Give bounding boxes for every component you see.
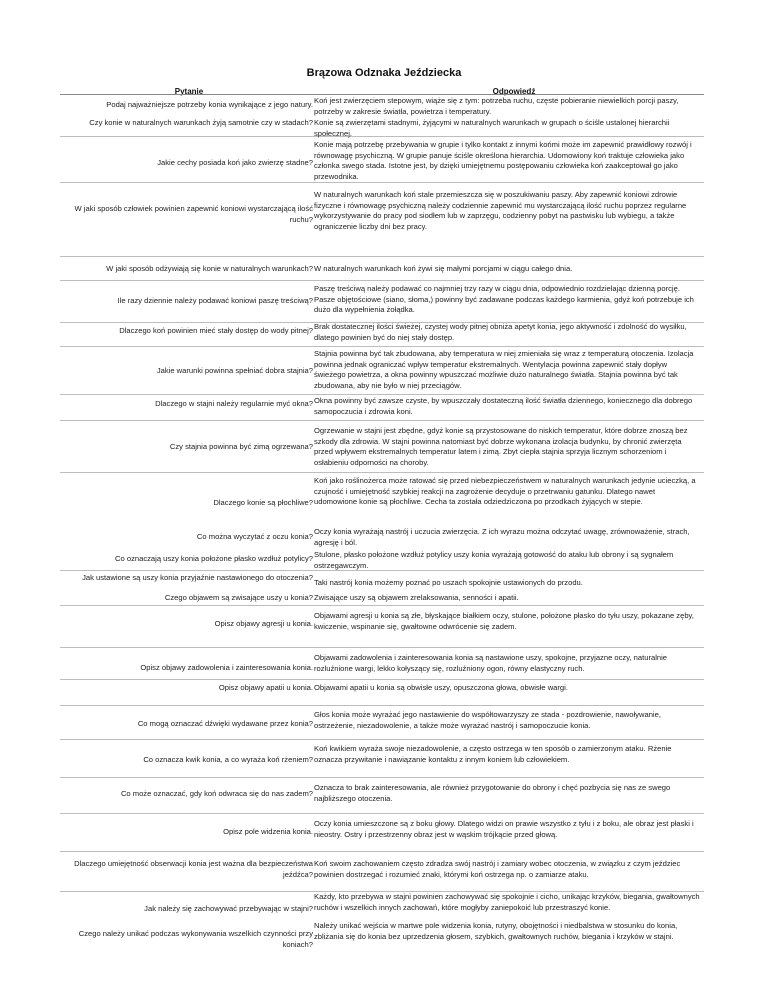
question-cell: Opisz pole widzenia konia. [223, 827, 313, 836]
answer-cell: Każdy, kto przebywa w stajni powinien zachowywać się spokojnie i cicho, unikając krzyków, biegania, gwałtownych ruchów i wszelkich innych zachowań, które mogłyby zaniepokoić lub przestraszyć konie. [314, 892, 700, 912]
question-cell: Opisz objawy agresji u konia. [214, 619, 313, 628]
answer-cell: Oznacza to brak zainteresowania, ale również przygotowanie do obrony i chęć pozbycia się nas ze swego najbliższego otoczenia. [314, 783, 671, 803]
question-cell: Ile razy dziennie należy podawać koniowi paszę treściwą? [117, 296, 313, 305]
answer-cell: Stajnia powinna być tak zbudowana, aby temperatura w niej zmieniała się wraz z temperaturą otoczenia. Izolacja powinna jednak ograniczać wpływ temperatur ekstremalnych. Wentylacja powinna zapewnić stały dopływ świeżego powietrza, a okna powinny wpuszczać możliwie dużo naturalnego światła. Stajnia powinna być tak zbudowana, aby nie było w niej przeciągów. [314, 349, 694, 390]
question-cell: Jakie warunki powinna spełniać dobra stajnia? [156, 366, 313, 375]
table-row [60, 607, 704, 648]
table-row [60, 96, 704, 116]
answer-cell: W naturalnych warunkach koń stale przemieszcza się w poszukiwaniu paszy. Aby zapewnić koniowi zdrowie fizyczne i równowagę psychiczną należy codziennie zapewnić mu wystarczającą ilość ruchu poprzez regularne wykorzystywanie do pracy pod siodłem lub w zaprzęgu, codzienny pobyt na pastwisku lub wybiegu, a także ograniczenie liczby dni bez pracy. [314, 190, 687, 231]
answer-cell: Ogrzewanie w stajni jest zbędne, gdyż konie są przystosowane do niskich temperatur, które dobrze znoszą bez szkody dla zdrowia. W stajni powinna natomiast być dobrze wykonana izolacja budynku, by chronić zwierzęta przed wpływem ekstremalnych temperatur latem i zimą. Zbyt ciepła stajnia sprzyja licznym schorzeniom i osłabieniu odporności na choroby. [314, 426, 688, 467]
question-cell: Opisz objawy zadowolenia i zainteresowania konia. [140, 663, 313, 672]
table-row [60, 739, 704, 778]
table-row [60, 777, 704, 814]
table-row [60, 256, 704, 281]
answer-cell: Taki nastrój konia możemy poznać po uszach spokojnie ustawionych do przodu. [314, 578, 583, 587]
question-cell: Jakie cechy posiada koń jako zwierzę stadne? [157, 158, 313, 167]
table-row [60, 280, 704, 323]
question-cell: W jaki sposób odżywiają się konie w naturalnych warunkach? [106, 264, 313, 273]
question-cell: Jak należy się zachowywać przebywając w stajni? [144, 904, 313, 913]
table-row [60, 138, 704, 183]
answer-cell: Oczy konia wyrażają nastrój i uczucia zwierzęcia. Z ich wyrazu można odczytać uwagę, zrównoważenie, strach, agresję i ból. [314, 527, 690, 547]
question-cell: Czy konie w naturalnych warunkach żyją samotnie czy w stadach? [89, 118, 313, 127]
answer-cell: Należy unikać wejścia w martwe pole widzenia konia, rutyny, obojętności i niedbalstwa w stosunku do konia, zbliżania się do konia bez uprzedzenia głosem, szybkich, gwałtownych ruchów, biegania i krzyków w stajni. [314, 921, 678, 941]
table-row [60, 921, 704, 957]
answer-cell: Koń jest zwierzęciem stepowym, wiąże się z tym: potrzeba ruchu, częste pobieranie niewielkich porcji paszy, potrzeby w zakresie światła, powietrza i temperatury. [314, 96, 679, 116]
table-row [60, 813, 704, 852]
answer-cell: Objawami apatii u konia są obwisłe uszy, opuszczona głowa, obwisłe wargi. [314, 683, 568, 692]
answer-cell: W naturalnych warunkach koń żywi się małymi porcjami w ciągu całego dnia. [314, 264, 573, 273]
table-row [60, 528, 704, 548]
answer-cell: Konie są zwierzętami stadnymi, żyjącymi w naturalnych warunkach w grupach o ściśle ustalonej hierarchii społecznej. [314, 118, 670, 138]
answer-cell: Paszę treściwą należy podawać co najmniej trzy razy w ciągu dnia, odpowiednio rozdzielając dzienną porcję. Pasze objętościowe (siano, słoma,) powinny być zadawane podczas każdego karmienia, gdyż koń potrzebuje ich dużo dla wypełnienia żołądka. [314, 284, 694, 315]
header-divider [60, 94, 704, 95]
answer-cell: Objawami zadowolenia i zainteresowania konia są nastawione uszy, spokojne, przyjazne oczy, naturalnie rozluźnione wargi, lekko kołyszący się, rozluźniony ogon, równy elastyczny ruch. [314, 653, 668, 673]
answer-cell: Okna powinny być zawsze czyste, by wpuszczały dostateczną ilość światła dziennego, koniecznego dla dobrego samopoczucia i zdrowia koni. [314, 396, 693, 416]
question-cell: Czego należy unikać podczas wykonywania wszelkich czynności przy koniach? [78, 929, 313, 949]
answer-cell: Objawami agresji u konia są złe, błyskające białkiem oczy, stulone, położone płasko do tyłu uszy, pokazane zęby, kwiczenie, wspinanie się, gwałtowne odwrócenie się zadem. [314, 611, 694, 631]
table-row [60, 679, 704, 706]
answer-cell: Zwisające uszy są objawem zrelaksowania, senności i apatii. [314, 593, 519, 602]
table-row [60, 472, 704, 532]
table-row [60, 420, 704, 473]
table-row [60, 705, 704, 740]
answer-cell: Konie mają potrzebę przebywania w grupie i tylko kontakt z innymi końmi może im zapewnić prawidłowy rozwój i równowagę psychiczną. W grupie panuje ściśle określona hierarchia. Udomowiony koń traktuje człowieka jako członka swego stada. Istotne jest, by dzięki umiejętnemu postępowaniu człowieka koń zaakceptował go jako przewodnika. [314, 140, 692, 181]
question-cell: Czego objawem są zwisające uszy u konia? [164, 593, 313, 602]
question-cell: Co oznacza kwik konia, a co wyraża koń rżeniem? [143, 755, 313, 764]
question-cell: Dlaczego konie są płochliwe? [213, 498, 313, 507]
table-row [60, 573, 704, 593]
question-cell: Co oznaczają uszy konia położone płasko wzdłuż potylicy? [115, 554, 313, 563]
question-cell: Podaj najważniejsze potrzeby konia wynikające z jego natury. [106, 100, 313, 109]
question-cell: Opisz objawy apatii u konia. [218, 683, 313, 692]
table-row [60, 550, 704, 571]
table-row [60, 394, 704, 421]
answer-cell: Stulone, płasko położone wzdłuż potylicy uszy konia wyrażają gotowość do ataku lub obrony i są sygnałem ostrzegawczym. [314, 550, 674, 570]
table-row [60, 186, 704, 257]
question-cell: Co mogą oznaczać dźwięki wydawane przez konia? [137, 719, 313, 728]
question-cell: Co może oznaczać, gdy koń odwraca się do nas zadem? [120, 789, 313, 798]
table-row [60, 647, 704, 680]
table-row [60, 593, 704, 606]
table-row [60, 346, 704, 395]
header-answer: Odpowiedź [492, 87, 536, 96]
question-cell: Jak ustawione są uszy konia przyjaźnie nastawionego do otoczenia? [82, 573, 313, 582]
answer-cell: Brak dostatecznej ilości świeżej, czystej wody pitnej obniża apetyt konia, jego aktywność i zdolność do wysiłku, dlatego powinien być do niej stały dostęp. [314, 322, 687, 342]
question-cell: Co można wyczytać z oczu konia? [196, 532, 313, 541]
answer-cell: Oczy konia umieszczone są z boku głowy. Dlatego widzi on prawie wszystko z tyłu i z boku, ale obraz jest płaski i nieostry. Ostry i przestrzenny obraz jest w wąskim trójkącie przed głową. [314, 819, 694, 839]
document-title: Brązowa Odznaka Jeździecka [306, 67, 462, 79]
question-cell: Czy stajnia powinna być zimą ogrzewana? [169, 442, 313, 451]
table-row [60, 851, 704, 892]
answer-cell: Koń swoim zachowaniem często zdradza swój nastrój i zamiary wobec otoczenia, w związku z czym jeździec powinien dostrzegać i rozumieć znaki, którymi koń ostrzega np. o zamiarze ataku. [314, 859, 681, 879]
answer-cell: Koń kwikiem wyraża swoje niezadowolenie, a często ostrzega w ten sposób o zamierzonym ataku. Rżenie oznacza przywitanie i nawiązanie kontaktu z innym koniem lub człowiekiem. [314, 744, 672, 764]
answer-cell: Głos konia może wyrażać jego nastawienie do współtowarzyszy ze stada - pozdrowienie, nawoływanie, ostrzeżenie, niezadowolenie, a także może wyrażać nastrój i samopoczucie konia. [314, 710, 661, 730]
question-cell: Dlaczego umiejętność obserwacji konia jest ważna dla bezpieczeństwa jeźdźca? [74, 859, 313, 879]
question-cell: Dlaczego w stajni należy regularnie myć okna? [155, 399, 313, 408]
answer-cell: Koń jako roślinożerca może ratować się przed niebezpieczeństwem w naturalnych warunkach jedynie ucieczką, a czujność i umiejętność szybkiej reakcji na zagrożenie decyduje o przetrwaniu gatunku. Dlatego nawet udomowione konie są płochliwe. Cecha ta została odziedziczona po przodkach żyjących w stepie. [314, 476, 696, 507]
header-question: Pytanie [174, 87, 204, 96]
table-row [60, 322, 704, 347]
question-cell: W jaki sposób człowiek powinien zapewnić koniowi wystarczającą ilość ruchu? [74, 204, 313, 224]
table-row [60, 118, 704, 137]
question-cell: Dlaczego koń powinien mieć stały dostęp do wody pitnej? [119, 326, 313, 335]
